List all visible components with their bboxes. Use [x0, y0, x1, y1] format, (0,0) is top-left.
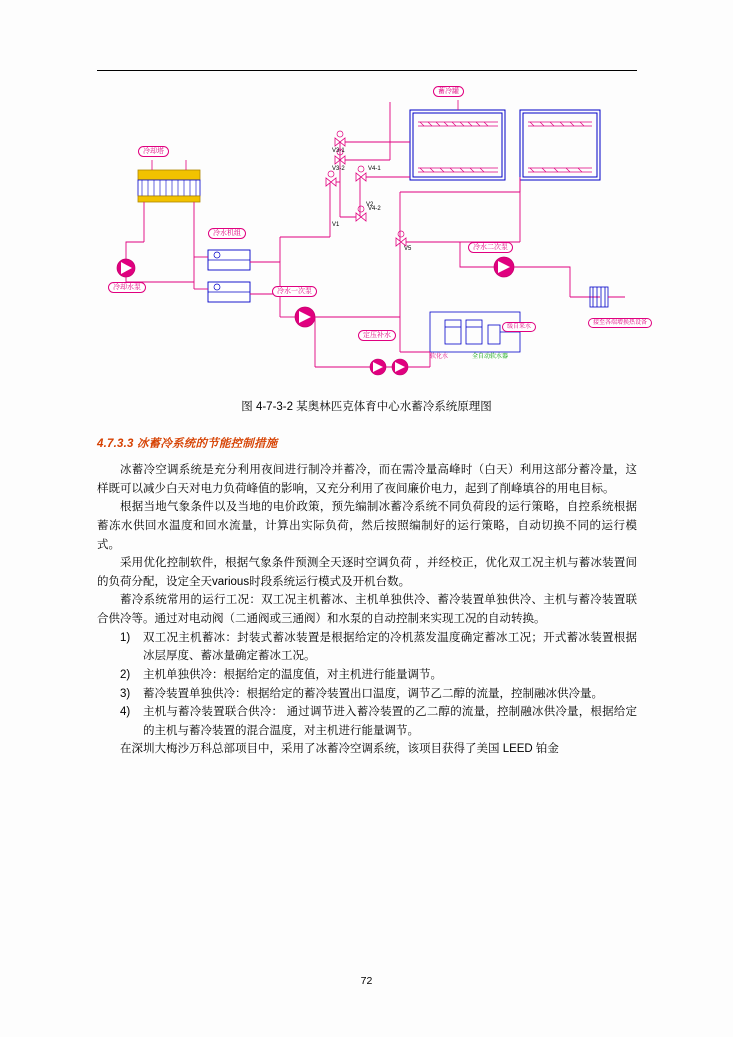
document-body: [97, 435, 637, 759]
label-valve-v4-2: V4-2: [368, 206, 381, 212]
cooling-pump-symbol: [117, 259, 135, 277]
label-valve-v3-1: V3-1: [332, 148, 345, 154]
label-valve-v5: V5: [404, 246, 412, 252]
list-item-number: 1): [120, 631, 131, 644]
cooling-tower-graphic: [138, 160, 200, 202]
label-storage-tank: 蓄冷罐: [433, 86, 464, 97]
label-primary-chilled-pump: 冷水一次泵: [272, 286, 317, 297]
label-valve-v2: V2: [366, 202, 374, 208]
header-rule: [97, 70, 637, 71]
label-to-terminals: 接至各端增换热设备: [588, 318, 652, 328]
paragraph: 根据当地气象条件以及当地的电价政策，预先编制冰蓄冷系统不同负荷段的运行策略，自控系统根据蓄冻水供回水温度和回水流量，计算出实际负荷，然后按照编制好的运行策略，自动切换不同的运行模式。: [97, 501, 637, 551]
paragraph: 冰蓄冷空调系统是充分利用夜间进行制冷并蓄冷，而在需冷量高峰时（白天）利用这部分蓄冷量，这样既可以减少白天对电力负荷峰值的影响，又充分利用了夜间廉价电力，起到了削峰填谷的用电目标。: [97, 464, 637, 495]
label-cooling-pump: 冷却水泵: [108, 282, 146, 293]
list-item-text: 主机与蓄冷装置联合供冷： 通过调节进入蓄冷装置的乙二醇的流量，控制融冰供冷量，根据给定的主机与蓄冷装置的混合温度，对主机进行能量调节。: [143, 706, 637, 737]
label-makeup-water: 定压补水: [358, 330, 396, 341]
list-item-number: 2): [120, 668, 131, 681]
label-softener: 软化水: [430, 354, 449, 360]
numbered-list: [97, 629, 637, 741]
list-item: [97, 666, 637, 685]
paragraph: 采用优化控制软件，根据气象条件预测全天逐时空调负荷 ，并经校正，优化双工况主机与蓄冰装置间的负荷分配，设定全天various时段系统运行模式及开机台数。: [97, 557, 637, 588]
secondary-pump-symbol: [494, 257, 514, 277]
makeup-pump-1: [370, 359, 386, 375]
primary-pump-symbol: [295, 307, 315, 327]
figure-caption: 图 4-7-3-2 某奥林匹克体育中心水蓄冷系统原理图: [241, 401, 492, 413]
list-item-text: 主机单独供冷：根据给定的温度值，对主机进行能量调节。: [143, 668, 442, 681]
list-item-number: 3): [120, 687, 131, 700]
section-heading: 4.7.3.3 冰蓄冷系统的节能控制措施: [97, 438, 278, 450]
list-item: [97, 703, 637, 740]
makeup-pump-2: [392, 359, 408, 375]
label-chiller-unit: 冷水机组: [208, 228, 246, 239]
list-item: [97, 685, 637, 704]
label-cooling-tower: 冷却塔: [138, 146, 169, 157]
list-item-text: 双工况主机蓄冰：封装式蓄冰装置是根据给定的冷机蒸发温度确定蓄冰工况；开式蓄冰装置根据冰层厚度、蓄冰量确定蓄冰工况。: [143, 631, 637, 663]
page-number: 72: [360, 975, 373, 987]
label-valve-v1: V1: [332, 222, 340, 228]
paragraph: 蓄冷系统常用的运行工况：双工况主机蓄冰、主机单独供冷、蓄冷装置单独供冷、主机与蓄冷装置联合供冷等。通过对电动阀（二通阀或三通阀）和水泵的自动控制来实现工况的自动转换。: [97, 594, 637, 625]
label-secondary-chilled-pump: 冷水二次泵: [468, 242, 513, 253]
label-auto-exhaust: 全自动软水器: [472, 354, 509, 360]
list-item-number: 4): [120, 706, 131, 719]
list-item-text: 蓄冷装置单独供冷：根据给定的蓄冷装置出口温度，调节乙二醇的流量，控制融冰供冷量。: [143, 687, 603, 700]
list-item: [97, 629, 637, 666]
closing-paragraph: 在深圳大梅沙万科总部项目中，采用了冰蓄冷空调系统，该项目获得了美国 LEED 铂金: [120, 743, 559, 756]
label-valve-v4-1: V4-1: [368, 166, 381, 172]
system-schematic-figure: [100, 82, 648, 382]
label-white-water: 缓自来水: [502, 322, 536, 332]
label-valve-v3-2: V3-2: [332, 166, 345, 172]
